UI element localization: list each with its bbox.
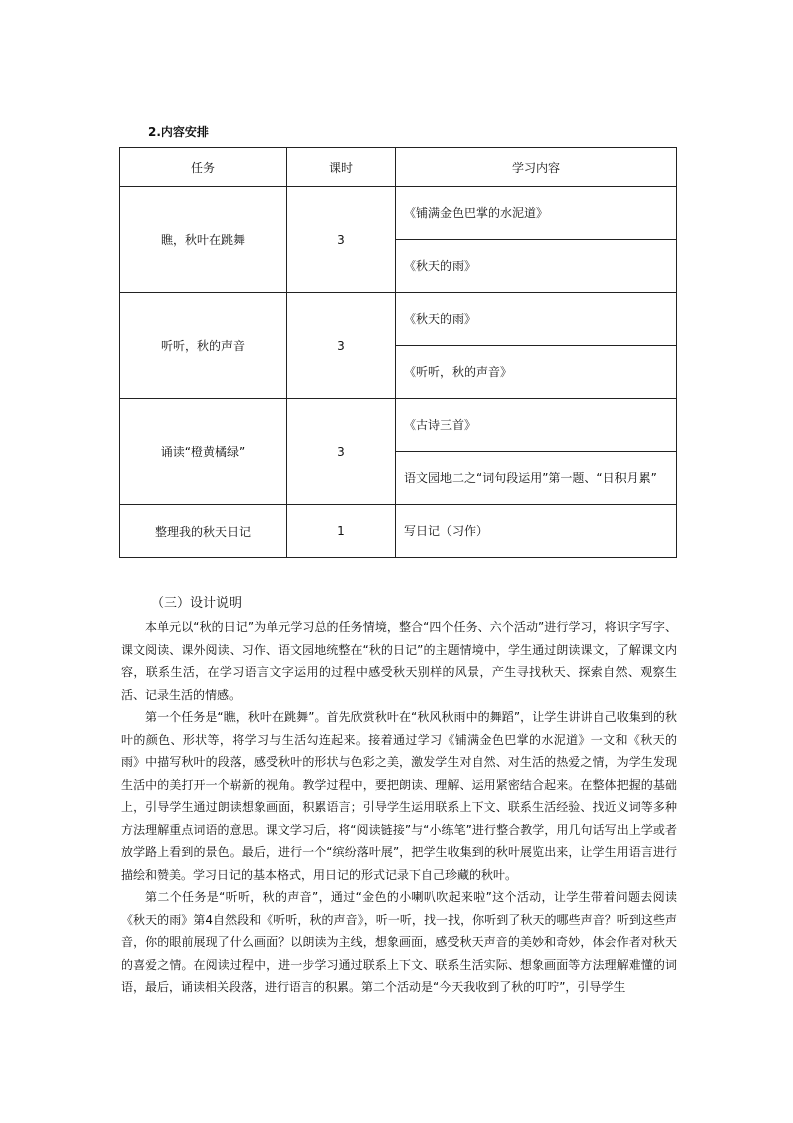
table-row: [120, 187, 677, 240]
content-cell: 语文园地二之“词句段运用”第一题、“日积月累”: [396, 452, 677, 505]
task-cell: 听听，秋的声音: [120, 293, 287, 399]
paragraph: 第一个任务是“瞧，秋叶在跳舞”。首先欣赏秋叶在“秋风秋雨中的舞蹈”，让学生讲讲自己收集到的秋叶的颜色、形状等，将学习与生活勾连起来。接着通过学习《铺满金色巴掌的水泥道》一文和《秋天的雨》中描写秋叶的段落，感受秋叶的形状与色彩之美，激发学生对自然、对生活的热爱之情，为学生发现生活中的美打开一个崭新的视角。教学过程中，要把朗读、理解、运用紧密结合起来。在整体把握的基础上，引导学生通过朗读想象画面，积累语言；引导学生运用联系上下文、联系生活经验、找近义词等多种方法理解重点词语的意思。课文学习后，将“阅读链接”与“小练笔”进行整合教学，用几句话写出上学或者放学路上看到的景色。最后，进行一个“缤纷落叶展”，把学生收集到的秋叶展览出来，让学生用语言进行描绘和赞美。学习日记的基本格式，用日记的形式记录下自己珍藏的秋叶。: [121, 710, 677, 882]
table-row: [120, 505, 677, 558]
task-cell: 整理我的秋天日记: [120, 505, 287, 558]
content-arrangement-table: [119, 147, 677, 558]
header-hours: 课时: [287, 148, 396, 187]
header-task: 任务: [120, 148, 287, 187]
paragraph: 第二个任务是“听听，秋的声音”，通过“金色的小喇叭吹起来啦”这个活动，让学生带着问题去阅读《秋天的雨》第4自然段和《听听，秋的声音》，听一听，找一找，你听到了秋天的哪些声音？听到这些声音，你的眼前展现了什么画面？以朗读为主线，想象画面，感受秋天声音的美妙和奇妙，体会作者对秋天的喜爱之情。在阅读过程中，进一步学习通过联系上下文、联系生活实际、想象画面等方法理解难懂的词语，最后，诵读相关段落，进行语言的积累。第二个活动是“今天我收到了秋的叮咛”，引导学生: [121, 890, 677, 994]
design-section-title: （三）设计说明: [151, 596, 243, 611]
hours-cell: 1: [287, 505, 396, 558]
table-row: [120, 399, 677, 452]
table-header-row: [120, 148, 677, 187]
table-row: [120, 293, 677, 346]
content-cell: 写日记（习作）: [396, 505, 677, 558]
hours-cell: 3: [287, 187, 396, 293]
paragraph: 本单元以“秋的日记”为单元学习总的任务情境，整合“四个任务、六个活动”进行学习，将识字写字、课文阅读、课外阅读、习作、语文园地统整在“秋的日记”的主题情境中，学生通过朗读课文，了解课文内容，联系生活，在学习语言文字运用的过程中感受秋天别样的风景，产生寻找秋天、探索自然、观察生活、记录生活的情感。: [121, 620, 677, 702]
header-content: 学习内容: [396, 148, 677, 187]
task-cell: 诵读“橙黄橘绿”: [120, 399, 287, 505]
section-heading: 2.内容安排: [148, 125, 209, 139]
content-cell: 《秋天的雨》: [396, 293, 677, 346]
design-description: [121, 616, 677, 999]
hours-cell: 3: [287, 399, 396, 505]
content-cell: 《听听，秋的声音》: [396, 346, 677, 399]
content-cell: 《秋天的雨》: [396, 240, 677, 293]
task-cell: 瞧，秋叶在跳舞: [120, 187, 287, 293]
content-cell: 《古诗三首》: [396, 399, 677, 452]
hours-cell: 3: [287, 293, 396, 399]
content-cell: 《铺满金色巴掌的水泥道》: [396, 187, 677, 240]
